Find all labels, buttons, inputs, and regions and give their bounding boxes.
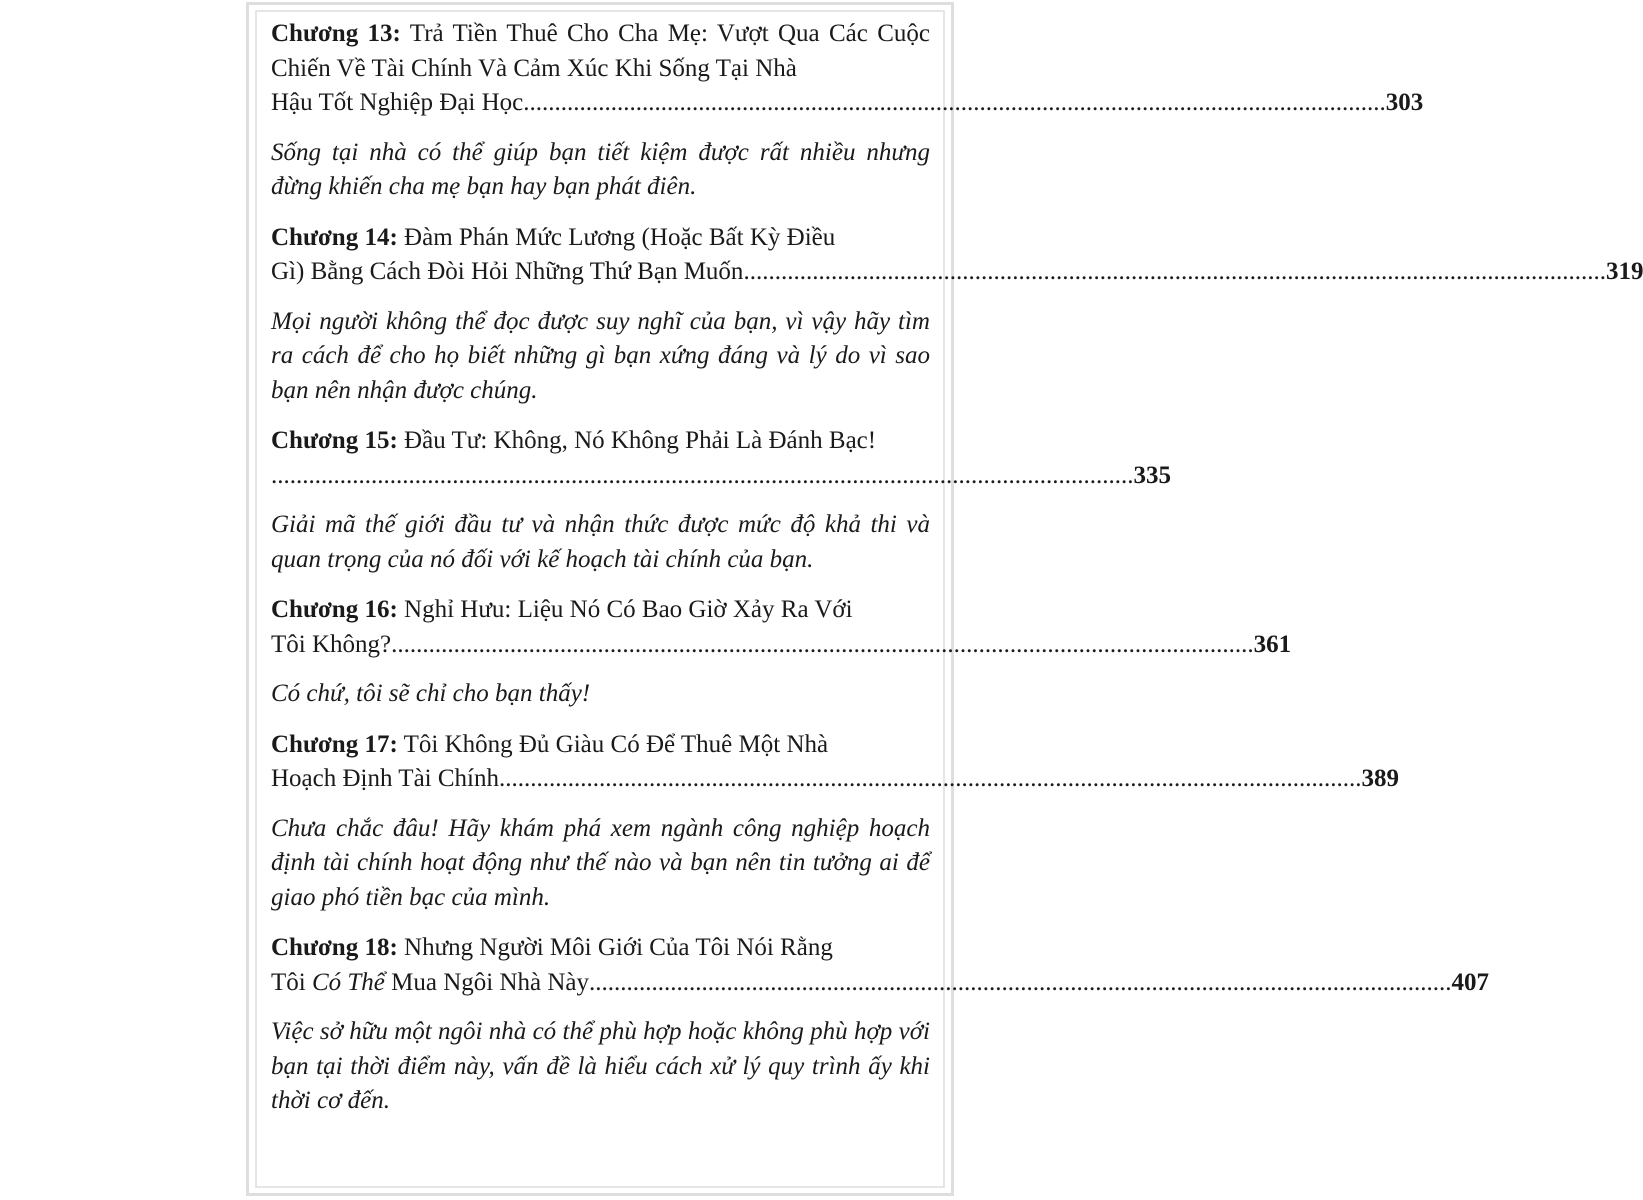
chapter-title-end: Tôi Không?	[271, 630, 392, 658]
chapter-label: Chương 18:	[271, 934, 398, 961]
chapter-description: Mọi người không thể đọc được suy nghĩ của bạn, vì vậy hãy tìm ra cách để cho họ biết những gì bạn xứng đáng và lý do vì sao bạn nên nhận được chúng.	[271, 307, 930, 404]
chapter-title	[271, 728, 930, 763]
chapter-title-end	[271, 966, 589, 1001]
page-number: 407	[1451, 968, 1490, 996]
chapter-title-end: Hậu Tốt Nghiệp Đại Học	[271, 89, 524, 116]
toc-entry-18	[271, 931, 1490, 1119]
chapter-title	[271, 17, 930, 86]
chapter-title-end-italic: Có Thể	[311, 968, 385, 996]
chapter-title-end: Hoạch Định Tài Chính	[271, 765, 499, 792]
chapter-title-text: Nghỉ Hưu: Liệu Nó Có Bao Giờ Xảy Ra Với	[404, 596, 853, 623]
page-number: 361	[1253, 630, 1292, 658]
chapter-title-text: Trả Tiền Thuê Cho Cha Mẹ: Vượt Qua Các Cuộc Chiến Về Tài Chính Và Cảm Xúc Khi Sống Tại Nhà	[271, 20, 930, 82]
chapter-title-last-line	[271, 459, 1171, 494]
dot-leader: ..........................................................................................................................................	[743, 258, 1606, 285]
chapter-title-last-line	[271, 966, 1490, 1001]
dot-leader: ..........................................................................................................................................	[391, 630, 1254, 658]
chapter-description: Việc sở hữu một ngôi nhà có thể phù hợp hoặc không phù hợp với bạn tại thời điểm này, vấn đề là hiểu cách xử lý quy trình ấy khi thời cơ đến.	[271, 1018, 930, 1114]
chapter-label: Chương 13:	[271, 20, 401, 47]
table-of-contents	[271, 17, 1643, 1135]
dot-leader: ..........................................................................................................................................	[271, 461, 1134, 489]
dot-leader: ..........................................................................................................................................	[589, 968, 1452, 996]
page-number: 335	[1133, 461, 1171, 489]
chapter-description: Có chứ, tôi sẽ chỉ cho bạn thấy!	[271, 680, 591, 707]
chapter-description: Giải mã thế giới đầu tư và nhận thức được mức độ khả thi và quan trọng của nó đối với kế hoạch tài chính của bạn.	[271, 511, 930, 573]
chapter-title-last-line	[271, 762, 1399, 797]
chapter-label: Chương 17:	[271, 730, 398, 758]
toc-entry-15	[271, 424, 1171, 577]
chapter-title-text: Nhưng Người Môi Giới Của Tôi Nói Rằng	[404, 934, 833, 961]
chapter-title-last-line	[271, 86, 1424, 121]
page-number: 303	[1385, 89, 1424, 116]
chapter-title-text: Tôi Không Đủ Giàu Có Để Thuê Một Nhà	[403, 730, 829, 758]
chapter-title-last-line	[271, 628, 1292, 663]
toc-entry-17	[271, 728, 1399, 916]
chapter-label: Chương 16:	[271, 596, 398, 623]
toc-entry-14	[271, 221, 1643, 409]
chapter-description: Sống tại nhà có thể giúp bạn tiết kiệm được rất nhiều nhưng đừng khiến cha mẹ bạn hay bạn phát điên.	[271, 138, 930, 200]
chapter-title	[271, 424, 930, 459]
dot-leader: ..........................................................................................................................................	[523, 89, 1386, 116]
chapter-title-end: Gì) Bằng Cách Đòi Hỏi Những Thứ Bạn Muốn	[271, 258, 744, 285]
chapter-title-end-pre: Tôi	[271, 968, 312, 996]
chapter-title-text: Đầu Tư: Không, Nó Không Phải Là Đánh Bạc!	[404, 427, 877, 454]
chapter-title-last-line	[271, 255, 1643, 290]
chapter-description: Chưa chắc đâu! Hãy khám phá xem ngành công nghiệp hoạch định tài chính hoạt động như thế nào và bạn nên tin tưởng ai để giao phó tiền bạc của mình.	[271, 814, 930, 911]
chapter-title	[271, 593, 930, 628]
dot-leader: ..........................................................................................................................................	[498, 765, 1362, 792]
toc-entry-13	[271, 17, 1424, 205]
chapter-title-text: Đàm Phán Mức Lương (Hoặc Bất Kỳ Điều	[404, 223, 836, 251]
chapter-title-end-post: Mua Ngôi Nhà Này	[384, 968, 590, 996]
chapter-title	[271, 221, 930, 256]
chapter-title	[271, 931, 930, 966]
page-number: 389	[1361, 765, 1399, 792]
chapter-label: Chương 14:	[271, 223, 398, 251]
chapter-label: Chương 15:	[271, 427, 398, 454]
page-number: 319	[1605, 258, 1643, 285]
toc-entry-16	[271, 593, 1292, 712]
